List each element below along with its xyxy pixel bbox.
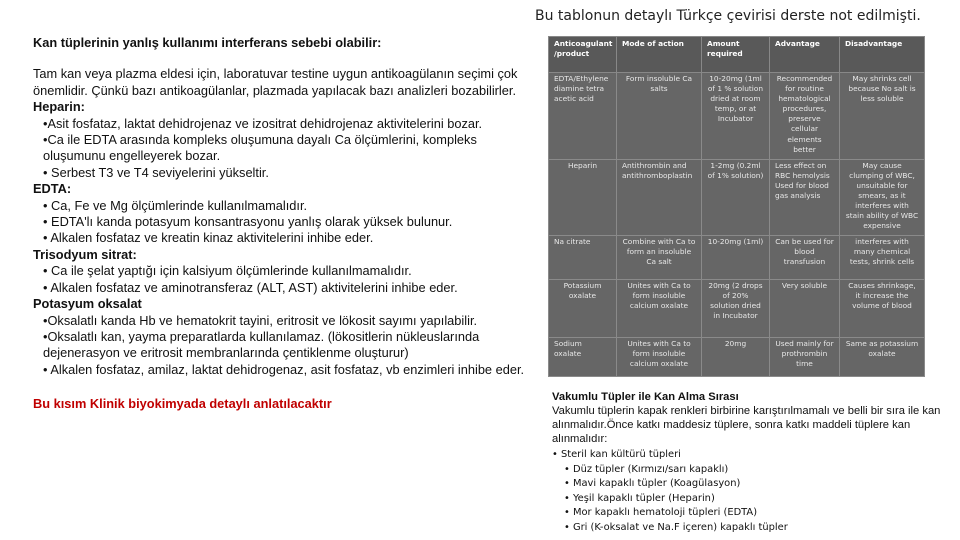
bullet-item: • Ca, Fe ve Mg ölçümlerinde kullanılmamalıdır. (43, 197, 308, 213)
bullet-item: •Asit fosfataz, laktat dehidrojenaz ve izositrat dehidrojenaz aktivitelerini bozar. (43, 115, 483, 131)
column-header: Amount required (702, 37, 770, 73)
table-cell: Heparin (549, 159, 617, 235)
table-cell: Causes shrinkage, it increase the volume of blood (840, 279, 925, 337)
citrate-heading: Trisodyum sitrat: (33, 246, 137, 262)
bullet-item: •Oksalatlı kanda Hb ve hematokrit tayini, eritrosit ve lökosit sayımı yapılabilir. (43, 312, 478, 328)
column-header: Advantage (770, 37, 840, 73)
table-cell: 20mg (702, 337, 770, 376)
table-cell: 1-2mg (0.2ml of 1% solution) (702, 159, 770, 235)
table-cell: Sodium oxalate (549, 337, 617, 376)
table-row (549, 236, 925, 280)
table-cell: 20mg (2 drops of 20% solution dried in Incubator (702, 279, 770, 337)
list-item: • Mavi kapaklı tüpler (Koagülasyon) (564, 478, 741, 489)
column-header: Mode of action (617, 37, 702, 73)
table-cell: May shrinks cell because No salt is less soluble (840, 73, 925, 160)
tube-order-list (552, 448, 957, 535)
vacuum-tube-title: Vakumlu Tüpler ile Kan Alma Sırası (552, 391, 739, 403)
red-note: Bu kısım Klinik biyokimyada detaylı anlatılacaktır (33, 396, 332, 412)
table-cell: Same as potassium oxalate (840, 337, 925, 376)
column-header: Anticoagulant /product (549, 37, 617, 73)
list-item: • Mor kapaklı hematoloji tüpleri (EDTA) (564, 507, 758, 518)
vacuum-tube-paragraph: Vakumlu tüplerin kapak renkleri birbirine karıştırılmamalı ve belli bir sıra ile kan alınmalıdır.Önce katkı maddesiz tüplere, sonra katkı maddeli tüplere kan alınmalıdır: (552, 405, 941, 445)
bullet-item: • Alkalen fosfataz ve kreatin kinaz aktivitelerini inhibe eder. (43, 230, 374, 246)
anticoagulant-table (548, 36, 925, 377)
interference-text-block (33, 35, 528, 413)
table-cell: Antithrombin and antithromboplastin (617, 159, 702, 235)
column-header: Disadvantage (840, 37, 925, 73)
bullet-item: • Serbest T3 ve T4 seviyelerini yükseltir. (43, 164, 269, 180)
table-cell: Less effect on RBC hemolysis Used for blood gas analysis (770, 159, 840, 235)
list-item: • Düz tüpler (Kırmızı/sarı kapaklı) (564, 463, 729, 475)
table-cell: May cause clumping of WBC, unsuitable for smears, as it interferes with stain ability of WBC expensive (840, 159, 925, 235)
bullet-item: •Ca ile EDTA arasında kompleks oluşumuna dayalı Ca ölçümlerini, kompleks oluşumunu engelleyerek bozar. (43, 132, 477, 164)
table-cell: interferes with many chemical tests, shrink cells (840, 236, 925, 280)
heparin-heading: Heparin: (33, 99, 85, 115)
table-cell: 10-20mg (1ml of 1 % solution dried at room temp, or at Incubator (702, 73, 770, 160)
table-cell: EDTA/Ethylene diamine tetra acetic acid (549, 73, 617, 160)
table-cell: Very soluble (770, 279, 840, 337)
edta-heading: EDTA: (33, 181, 72, 197)
table-row (549, 337, 925, 376)
vacuum-tube-block (552, 390, 957, 535)
slide-top-note: Bu tablonun detaylı Türkçe çevirisi derste not edilmişti. (535, 8, 921, 24)
table-cell: Can be used for blood transfusion (770, 236, 840, 280)
intro-paragraph: Tam kan veya plazma eldesi için, laboratuvar testine uygun antikoagülanın seçimi çok önemlidir. Çünkü bazı antikoagülanlar, plazmada yapılacak bazı analizleri bozabilirler. (33, 66, 518, 98)
table-row (549, 159, 925, 235)
list-item: • Yeşil kapaklı tüpler (Heparin) (564, 492, 715, 504)
table-cell: 10-20mg (1ml) (702, 236, 770, 280)
table-cell: Potassium oxalate (549, 279, 617, 337)
bullet-item: • Alkalen fosfataz, amilaz, laktat dehidrogenaz, asit fosfataz, vb enzimleri inhibe eder. (43, 361, 525, 377)
section-title: Kan tüplerinin yanlış kullanımı interferans sebebi olabilir: (33, 35, 382, 50)
bullet-item: • Alkalen fosfataz ve aminotransferaz (ALT, AST) aktivitelerini inhibe eder. (43, 279, 458, 295)
table-cell: Combine with Ca to form an insoluble Ca salt (617, 236, 702, 280)
table-cell: Recommended for routine hematological procedures, preserve cellular elements better (770, 73, 840, 160)
list-item: • Steril kan kültürü tüpleri (552, 449, 681, 460)
table-cell: Unites with Ca to form insoluble calcium oxalate (617, 279, 702, 337)
table-cell: Form insoluble Ca salts (617, 73, 702, 160)
table-row (549, 73, 925, 160)
table-cell: Na citrate (549, 236, 617, 280)
bullet-item: •Oksalatlı kan, yayma preparatlarda kullanılamaz. (lökositlerin nükleuslarında dejenerasyon ve eritrosit membranlarında çentiklenme oluşturur) (43, 328, 480, 361)
table-row (549, 279, 925, 337)
oxalate-heading: Potasyum oksalat (33, 296, 142, 312)
bullet-item: • EDTA'lı kanda potasyum konsantrasyonu yanlış olarak yüksek bulunur. (43, 214, 453, 230)
table-cell: Used mainly for prothrombin time (770, 337, 840, 376)
table-header-row (549, 37, 925, 73)
list-item: • Gri (K-oksalat ve Na.F içeren) kapaklı tüpler (564, 521, 788, 533)
table-cell: Unites with Ca to form insoluble calcium oxalate (617, 337, 702, 376)
bullet-item: • Ca ile şelat yaptığı için kalsiyum ölçümlerinde kullanılmamalıdır. (43, 263, 412, 279)
